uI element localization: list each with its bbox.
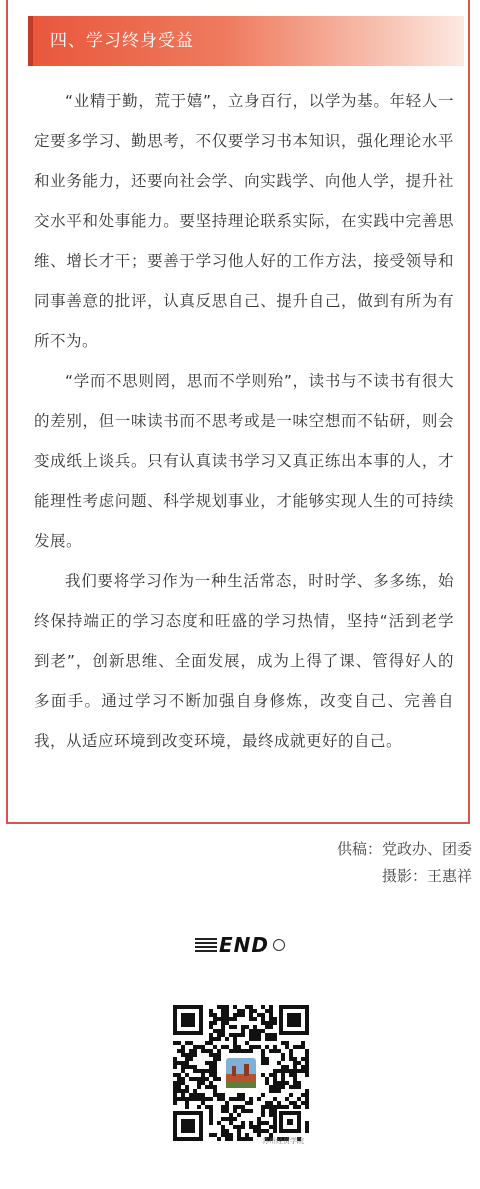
speed-lines-icon <box>195 938 217 952</box>
paragraph-1: “业精于勤，荒于嬉”，立身百行，以学为基。年轻人一定要多学习、勤思考，不仅要学习书本知识，强化理论水平和业务能力，还要向社会学、向实践学、向他人学，提升社交水平和处事能力。要坚持理论联系实际，在实践中完善思维、增长才干；要善于学习他人好的工作方法，接受领导和同事善意的批评，认真反思自己、提升自己，做到有所为有所不为。 <box>34 92 454 350</box>
header-accent-stripe <box>28 16 33 66</box>
paragraph-2: “学而不思则罔，思而不学则殆”，读书与不读书有很大的差别，但一味读书而不思考或是一味空想而不钻研，则会变成纸上谈兵。只有认真读书学习又真正练出本事的人，才能理性考虑问题、科学规划事业，才能够实现人生的可持续发展。 <box>34 372 454 550</box>
credit-photo: 摄影：王惠祥 <box>381 867 472 885</box>
circle-icon <box>273 939 285 951</box>
end-mark <box>0 930 480 960</box>
qr-code-icon[interactable] <box>170 1002 312 1144</box>
section-title: 四、学习终身受益 <box>50 31 194 51</box>
credits <box>337 836 472 890</box>
qr-caption: 苏州经贸学院 <box>262 1137 304 1145</box>
paragraph-3: 我们要将学习作为一种生活常态，时时学、多多练，始终保持端正的学习态度和旺盛的学习热情，坚持“活到老学到老”，创新思维、全面发展，成为上得了课、管得好人的多面手。通过学习不断加强自身修炼，改变自己、完善自我，从适应环境到改变环境，最终成就更好的自己。 <box>34 572 454 750</box>
section-header <box>28 16 464 66</box>
credit-source: 供稿：党政办、团委 <box>336 840 472 858</box>
end-text: END <box>218 933 269 957</box>
article-section-card <box>6 0 470 824</box>
article-body <box>34 81 454 761</box>
